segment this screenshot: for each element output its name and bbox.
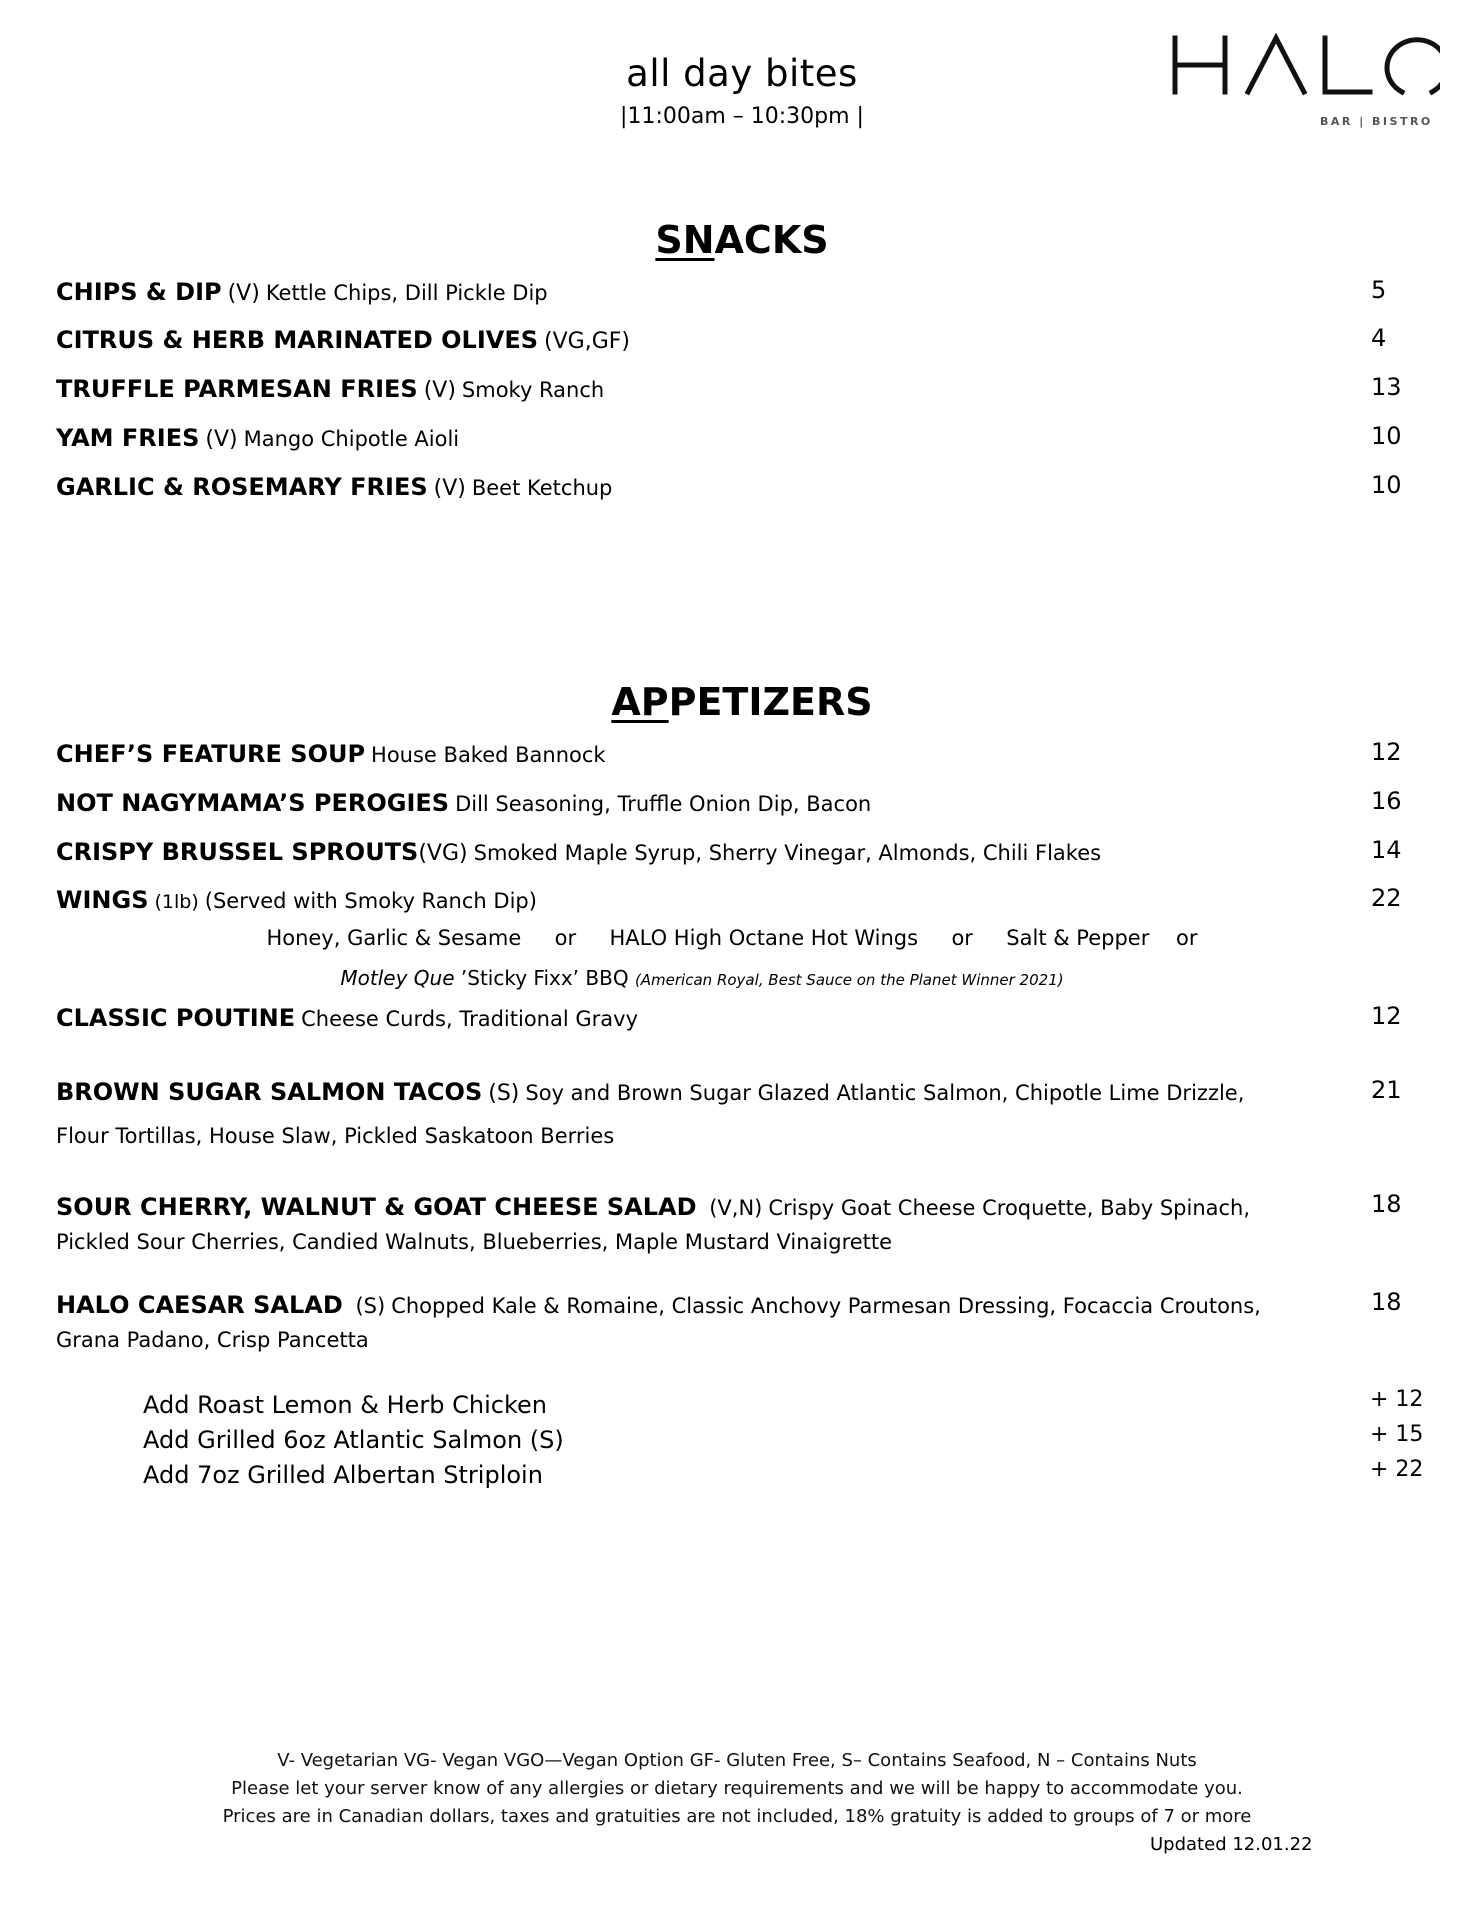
item-name: HALO CAESAR SALAD xyxy=(56,1291,343,1319)
menu-item xyxy=(56,326,1436,364)
item-name: GARLIC & ROSEMARY FRIES xyxy=(56,473,428,501)
item-name: CHIPS & DIP xyxy=(56,278,222,306)
item-name: CITRUS & HERB MARINATED OLIVES xyxy=(56,326,539,354)
item-desc: Cheese Curds, Traditional Gravy xyxy=(301,1007,638,1031)
item-price: 10 xyxy=(1371,422,1402,450)
item-desc: Soy and Brown Sugar Glazed Atlantic Salmon, Chipotle Lime Drizzle, xyxy=(525,1081,1245,1105)
logo-subtitle: BAR | BISTRO xyxy=(1320,115,1433,128)
item-name: NOT NAGYMAMA’S PEROGIES xyxy=(56,789,450,817)
menu-title: all day bites xyxy=(626,52,858,95)
wings-bbq-option xyxy=(0,966,1444,990)
item-desc: Smoked Maple Syrup, Sherry Vinegar, Almonds, Chili Flakes xyxy=(473,841,1102,865)
item-tag: (VG,GF) xyxy=(544,329,630,354)
item-desc-line2: Flour Tortillas, House Slaw, Pickled Saskatoon Berries xyxy=(56,1124,615,1148)
item-tag: (V) xyxy=(423,378,456,403)
item-price: 18 xyxy=(1371,1190,1402,1218)
menu-item-tacos xyxy=(56,1078,1436,1116)
wings-sauce-options: Honey, Garlic & Sesame or HALO High Octane Hot Wings or Salt & Pepper or xyxy=(266,926,1198,950)
item-name: SOUR CHERRY, WALNUT & GOAT CHEESE SALAD xyxy=(56,1193,697,1221)
item-desc: Dill Seasoning, Truffle Onion Dip, Bacon xyxy=(455,792,872,816)
item-price: 21 xyxy=(1371,1076,1402,1104)
item-price: 12 xyxy=(1371,738,1402,766)
addon-price: + 12 xyxy=(1370,1387,1424,1412)
item-price: 4 xyxy=(1371,324,1387,352)
item-desc: House Baked Bannock xyxy=(371,743,606,767)
item-name: TRUFFLE PARMESAN FRIES xyxy=(56,375,418,403)
item-tag: (S) xyxy=(488,1081,520,1106)
menu-item xyxy=(56,789,1436,827)
snacks-heading-rest: ACKS xyxy=(714,218,829,262)
item-name: YAM FRIES xyxy=(56,424,200,452)
appetizers-heading xyxy=(0,680,1484,724)
halo-logo-mark xyxy=(1170,30,1440,100)
addon-item: Add Roast Lemon & Herb Chicken xyxy=(143,1391,547,1419)
item-desc: (Served with Smoky Ranch Dip) xyxy=(204,889,537,913)
pricing-note: Prices are in Canadian dollars, taxes and gratuities are not included, 18% gratuity is added to groups of 7 or more xyxy=(222,1806,1252,1827)
menu-item xyxy=(56,838,1436,876)
item-desc: Crispy Goat Cheese Croquette, Baby Spinach, Pickled Sour Cherries, Candied Walnuts, Blueberries, Maple Mustard Vinaigrette xyxy=(56,1196,1251,1254)
appetizers-heading-underlined: AP xyxy=(611,680,669,724)
menu-item xyxy=(56,473,1436,511)
item-price: 5 xyxy=(1371,276,1387,304)
item-tag: (1lb) xyxy=(154,891,199,913)
item-desc: Kettle Chips, Dill Pickle Dip xyxy=(265,281,548,305)
item-price: 12 xyxy=(1371,1002,1402,1030)
item-desc: Smoky Ranch xyxy=(461,378,605,402)
item-price: 14 xyxy=(1371,836,1402,864)
addon-price: + 22 xyxy=(1370,1457,1424,1482)
item-desc: Beet Ketchup xyxy=(471,476,613,500)
menu-item xyxy=(56,740,1436,778)
menu-item-wings xyxy=(56,886,1436,924)
addon-item: Add Grilled 6oz Atlantic Salmon (S) xyxy=(143,1426,564,1454)
halo-logo xyxy=(1170,30,1440,128)
item-desc: Mango Chipotle Aioli xyxy=(243,427,460,451)
menu-item-caesar xyxy=(56,1288,1316,1357)
appetizers-heading-rest: PETIZERS xyxy=(668,680,873,724)
bbq-brand: Motley Que xyxy=(340,966,455,990)
menu-item xyxy=(56,1004,1436,1042)
item-price: 22 xyxy=(1371,884,1402,912)
addon-price: + 15 xyxy=(1370,1422,1424,1447)
menu-item xyxy=(56,375,1436,413)
item-tag: (VG) xyxy=(418,841,468,866)
item-tag: (V) xyxy=(433,476,466,501)
item-price: 16 xyxy=(1371,787,1402,815)
item-name: CHEF’S FEATURE SOUP xyxy=(56,740,366,768)
bbq-award-note: (American Royal, Best Sauce on the Planet Winner 2021) xyxy=(634,971,1064,989)
item-price: 10 xyxy=(1371,471,1402,499)
item-desc: Chopped Kale & Romaine, Classic Anchovy Parmesan Dressing, Focaccia Croutons, Grana Padano, Crisp Pancetta xyxy=(56,1294,1261,1352)
menu-item-cherry-salad xyxy=(56,1190,1316,1259)
menu-hours: |11:00am – 10:30pm | xyxy=(620,104,864,129)
snacks-heading-underlined: SN xyxy=(655,218,715,262)
updated-date: Updated 12.01.22 xyxy=(1150,1834,1313,1855)
item-tag: (V) xyxy=(205,427,238,452)
item-name: WINGS xyxy=(56,886,149,914)
item-name: CRISPY BRUSSEL SPROUTS xyxy=(56,838,419,866)
item-tag: (S) xyxy=(355,1294,386,1318)
dietary-legend: V- Vegetarian VG- Vegan VGO—Vegan Option GF- Gluten Free, S– Contains Seafood, N – Contains Nuts xyxy=(277,1750,1197,1771)
item-name: BROWN SUGAR SALMON TACOS xyxy=(56,1078,483,1106)
item-price: 18 xyxy=(1371,1288,1402,1316)
item-tag: (V,N) xyxy=(709,1196,763,1220)
item-price: 13 xyxy=(1371,373,1402,401)
menu-item xyxy=(56,424,1436,462)
item-tag: (V) xyxy=(227,281,260,306)
menu-item xyxy=(56,278,1436,316)
bbq-name: ’Sticky Fixx’ BBQ xyxy=(454,966,635,990)
allergy-note: Please let your server know of any allergies or dietary requirements and we will be happy to accommodate you. xyxy=(231,1778,1243,1799)
snacks-heading xyxy=(0,218,1484,262)
addon-item: Add 7oz Grilled Albertan Striploin xyxy=(143,1461,543,1489)
item-name: CLASSIC POUTINE xyxy=(56,1004,296,1032)
menu-item-tacos-continued xyxy=(56,1124,1436,1162)
